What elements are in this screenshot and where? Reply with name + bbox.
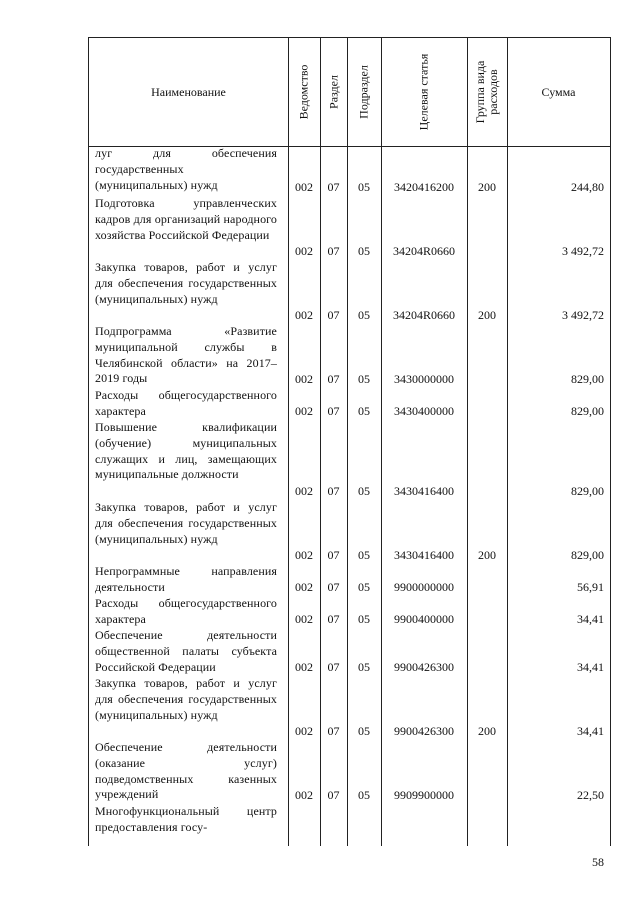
cell-podrazdel: 05 bbox=[358, 372, 370, 386]
cell-podrazdel: 05 bbox=[358, 724, 370, 738]
cell-razdel: 07 bbox=[327, 788, 340, 802]
row-values bbox=[89, 788, 610, 803]
cell-summa: 244,80 bbox=[571, 180, 604, 194]
header-vedomstvo-label: Ведомство bbox=[296, 64, 311, 120]
header-gruppa-vida bbox=[467, 38, 507, 146]
table-row bbox=[89, 324, 610, 388]
header-name-label: Наименование bbox=[151, 84, 226, 99]
cell-celevaya-statya: 9900426300 bbox=[394, 724, 454, 738]
cell-gruppa-vida: 200 bbox=[478, 548, 496, 562]
row-name: луг для обеспечения государственных (муниципальных) нужд bbox=[95, 146, 277, 192]
row-name: Закупка товаров, работ и услуг для обеспечения государственных (муниципальных) нужд bbox=[95, 500, 277, 546]
header-celevaya-statya bbox=[381, 38, 467, 146]
cell-podrazdel: 05 bbox=[358, 548, 370, 562]
page-number: 58 bbox=[592, 855, 604, 869]
cell-vedomstvo: 002 bbox=[295, 244, 313, 258]
row-values bbox=[89, 404, 610, 419]
cell-razdel: 07 bbox=[327, 372, 340, 386]
row-name: Подпрограмма «Развитие муниципальной службы в Челябинской области» на 2017–2019 годы bbox=[95, 324, 277, 386]
header-summa bbox=[507, 38, 610, 146]
header-razdel bbox=[320, 38, 347, 146]
cell-podrazdel: 05 bbox=[358, 484, 370, 498]
cell-vedomstvo: 002 bbox=[295, 180, 313, 194]
cell-razdel: 07 bbox=[327, 180, 340, 194]
cell-podrazdel: 05 bbox=[358, 580, 370, 594]
cell-razdel: 07 bbox=[327, 724, 340, 738]
cell-vedomstvo: 002 bbox=[295, 612, 313, 626]
table-row bbox=[89, 804, 610, 846]
cell-razdel: 07 bbox=[327, 484, 340, 498]
cell-podrazdel: 05 bbox=[358, 180, 370, 194]
cell-vedomstvo: 002 bbox=[295, 404, 313, 418]
table-row bbox=[89, 564, 610, 596]
cell-summa: 829,00 bbox=[571, 404, 604, 418]
header-gruppa-vida-line2: расходов bbox=[486, 69, 500, 115]
row-name: Расходы общегосударственного характера bbox=[95, 596, 277, 626]
row-values bbox=[89, 244, 610, 259]
cell-summa: 3 492,72 bbox=[562, 244, 604, 258]
cell-podrazdel: 05 bbox=[358, 612, 370, 626]
header-podrazdel bbox=[347, 38, 381, 146]
row-values bbox=[89, 308, 610, 323]
header-podrazdel-label: Подраздел bbox=[356, 65, 371, 119]
row-values bbox=[89, 612, 610, 627]
table-row bbox=[89, 260, 610, 324]
cell-summa: 829,00 bbox=[571, 372, 604, 386]
cell-gruppa-vida: 200 bbox=[478, 308, 496, 322]
cell-celevaya-statya: 9900426300 bbox=[394, 660, 454, 674]
cell-vedomstvo: 002 bbox=[295, 308, 313, 322]
cell-razdel: 07 bbox=[327, 612, 340, 626]
cell-celevaya-statya: 9900400000 bbox=[394, 612, 454, 626]
cell-celevaya-statya: 34204R0660 bbox=[392, 244, 455, 258]
cell-podrazdel: 05 bbox=[358, 788, 370, 802]
row-name: Расходы общегосударственного характера bbox=[95, 388, 277, 418]
row-values bbox=[89, 660, 610, 675]
table-row bbox=[89, 388, 610, 420]
cell-razdel: 07 bbox=[327, 660, 340, 674]
cell-summa: 34,41 bbox=[577, 660, 604, 674]
cell-vedomstvo: 002 bbox=[295, 484, 313, 498]
cell-summa: 34,41 bbox=[577, 724, 604, 738]
cell-razdel: 07 bbox=[327, 548, 340, 562]
row-values bbox=[89, 180, 610, 195]
header-vedomstvo bbox=[288, 38, 320, 146]
cell-summa: 22,50 bbox=[577, 788, 604, 802]
row-name: Обеспечение деятельности (оказание услуг) подведомственных казенных учреждений bbox=[95, 740, 277, 802]
cell-celevaya-statya: 3430416400 bbox=[394, 548, 454, 562]
cell-razdel: 07 bbox=[327, 308, 340, 322]
cell-podrazdel: 05 bbox=[358, 660, 370, 674]
cell-gruppa-vida: 200 bbox=[478, 180, 496, 194]
header-name bbox=[89, 38, 288, 146]
header-celevaya-statya-label: Целевая статья bbox=[416, 53, 431, 131]
cell-vedomstvo: 002 bbox=[295, 724, 313, 738]
table-row bbox=[89, 628, 610, 676]
row-name: Закупка товаров, работ и услуг для обеспечения государственных (муниципальных) нужд bbox=[95, 676, 277, 722]
row-name: Обеспечение деятельности общественной палаты субъекта Российской Федерации bbox=[95, 628, 277, 674]
cell-celevaya-statya: 3420416200 bbox=[394, 180, 454, 194]
row-values bbox=[89, 580, 610, 595]
header-gruppa-vida-label bbox=[474, 61, 500, 124]
table-row bbox=[89, 676, 610, 740]
cell-celevaya-statya: 34204R0660 bbox=[392, 308, 455, 322]
header-summa-label: Сумма bbox=[541, 84, 576, 99]
header-razdel-label: Раздел bbox=[326, 75, 340, 109]
table-row bbox=[89, 500, 610, 564]
header-gruppa-vida-line1: Группа вида bbox=[473, 60, 487, 124]
cell-summa: 829,00 bbox=[571, 484, 604, 498]
cell-vedomstvo: 002 bbox=[295, 660, 313, 674]
cell-celevaya-statya: 3430400000 bbox=[394, 404, 454, 418]
table-row bbox=[89, 196, 610, 260]
cell-podrazdel: 05 bbox=[358, 308, 370, 322]
cell-celevaya-statya: 9909900000 bbox=[394, 788, 454, 802]
row-name: Подготовка управленческих кадров для организаций народного хозяйства Российской Федерации bbox=[95, 196, 277, 242]
row-name: Многофункциональный центр предоставления госу- bbox=[95, 804, 277, 834]
cell-vedomstvo: 002 bbox=[295, 548, 313, 562]
cell-vedomstvo: 002 bbox=[295, 372, 313, 386]
row-values bbox=[89, 372, 610, 387]
cell-gruppa-vida: 200 bbox=[478, 724, 496, 738]
table-row bbox=[89, 146, 610, 196]
budget-table bbox=[88, 37, 611, 846]
row-name: Непрограммные направления деятельности bbox=[95, 564, 277, 594]
cell-vedomstvo: 002 bbox=[295, 580, 313, 594]
cell-razdel: 07 bbox=[327, 580, 340, 594]
table-row bbox=[89, 596, 610, 628]
row-values bbox=[89, 484, 610, 499]
cell-razdel: 07 bbox=[327, 404, 340, 418]
row-values bbox=[89, 724, 610, 739]
cell-podrazdel: 05 bbox=[358, 244, 370, 258]
cell-celevaya-statya: 3430000000 bbox=[394, 372, 454, 386]
table-row bbox=[89, 420, 610, 500]
row-values bbox=[89, 548, 610, 563]
cell-celevaya-statya: 9900000000 bbox=[394, 580, 454, 594]
cell-podrazdel: 05 bbox=[358, 404, 370, 418]
row-name: Закупка товаров, работ и услуг для обеспечения государственных (муниципальных) нужд bbox=[95, 260, 277, 306]
cell-celevaya-statya: 3430416400 bbox=[394, 484, 454, 498]
cell-vedomstvo: 002 bbox=[295, 788, 313, 802]
cell-summa: 3 492,72 bbox=[562, 308, 604, 322]
cell-summa: 829,00 bbox=[571, 548, 604, 562]
row-name: Повышение квалификации (обучение) муниципальных служащих и лиц, замещающих муниципальные должности bbox=[95, 420, 277, 482]
cell-summa: 56,91 bbox=[577, 580, 604, 594]
cell-summa: 34,41 bbox=[577, 612, 604, 626]
table-row bbox=[89, 740, 610, 804]
cell-razdel: 07 bbox=[327, 244, 340, 258]
